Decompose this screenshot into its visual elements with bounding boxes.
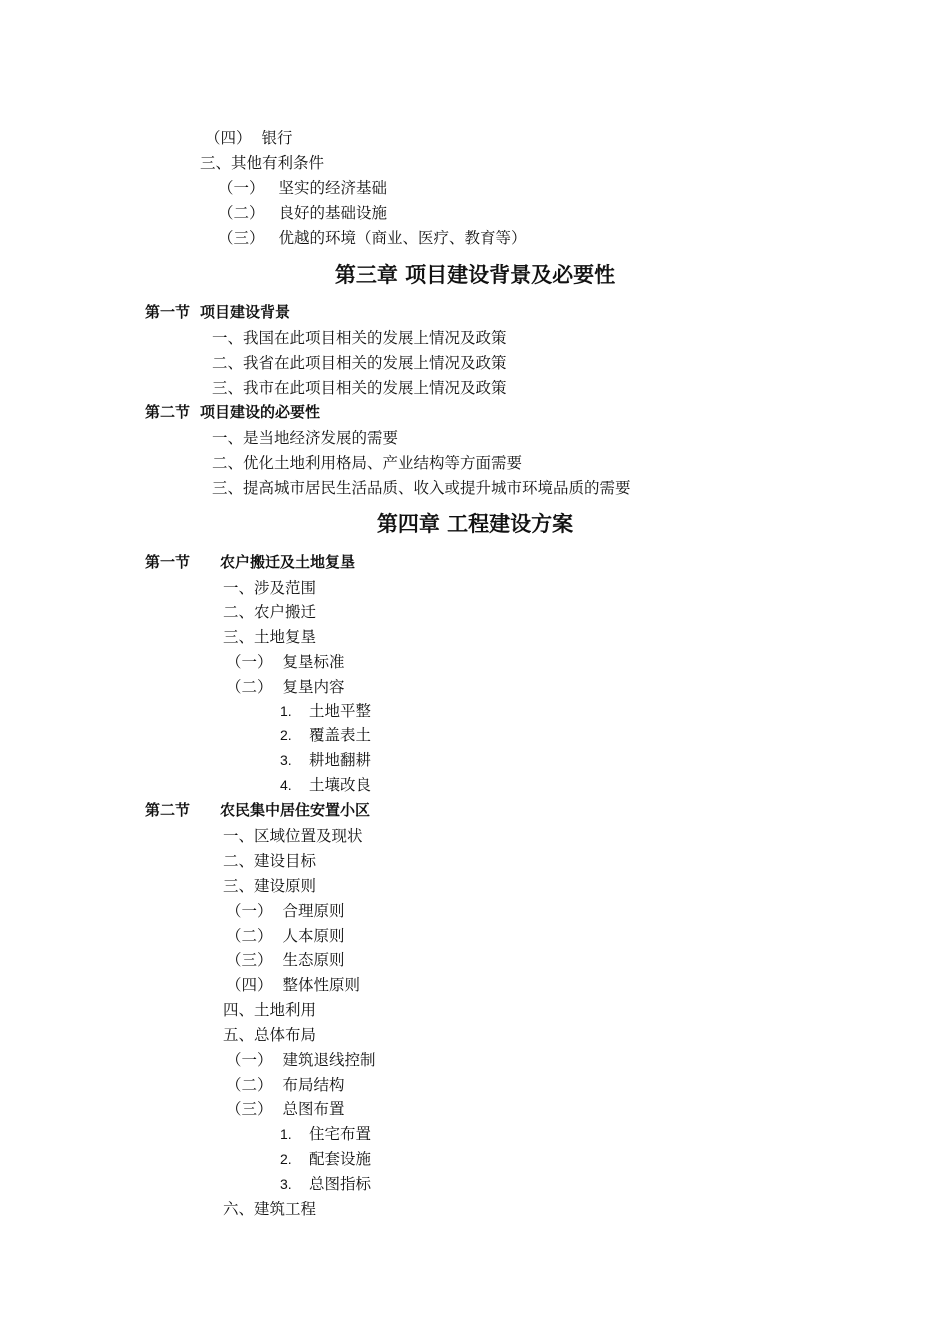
toc-item xyxy=(280,725,371,745)
toc-item xyxy=(226,652,345,672)
section-label: 第二节 xyxy=(145,403,191,421)
toc-text: 人本原则 xyxy=(282,927,345,945)
toc-marker: （三） xyxy=(218,229,265,247)
toc-item xyxy=(226,1050,376,1070)
toc-text: 复垦内容 xyxy=(282,678,345,696)
toc-item xyxy=(226,1075,345,1095)
toc-item: 三、我市在此项目相关的发展上情况及政策 xyxy=(212,379,507,397)
toc-text: 坚实的经济基础 xyxy=(278,179,388,197)
toc-text: 住宅布置 xyxy=(309,1125,372,1143)
toc-marker: 3. xyxy=(280,752,292,768)
section-title: 项目建设背景 xyxy=(200,303,291,321)
section-heading xyxy=(145,402,320,422)
toc-item xyxy=(226,975,360,995)
toc-item: 一、我国在此项目相关的发展上情况及政策 xyxy=(212,329,507,347)
toc-item xyxy=(280,775,371,795)
section-title: 农民集中居住安置小区 xyxy=(220,801,371,819)
toc-marker: （一） xyxy=(226,1051,273,1069)
toc-item: 一、是当地经济发展的需要 xyxy=(212,429,399,447)
toc-text: 复垦标准 xyxy=(282,653,345,671)
toc-item xyxy=(218,178,387,198)
toc-text: 三、其他有利条件 xyxy=(200,154,325,172)
toc-item: 一、涉及范围 xyxy=(223,579,317,597)
toc-text: 良好的基础设施 xyxy=(278,204,388,222)
toc-marker: （二） xyxy=(226,927,273,945)
toc-item: 一、区域位置及现状 xyxy=(223,827,363,845)
toc-item: 二、农户搬迁 xyxy=(223,603,317,621)
toc-item xyxy=(205,128,293,148)
toc-item: 二、我省在此项目相关的发展上情况及政策 xyxy=(212,354,507,372)
toc-marker: 2. xyxy=(280,727,292,743)
toc-item xyxy=(280,1124,371,1144)
toc-item xyxy=(226,677,345,697)
toc-marker: （一） xyxy=(226,653,273,671)
toc-text: 配套设施 xyxy=(309,1150,372,1168)
toc-item: 六、建筑工程 xyxy=(223,1200,317,1218)
toc-item xyxy=(200,153,324,173)
toc-marker: （三） xyxy=(226,1100,273,1118)
chapter-heading: 第三章 项目建设背景及必要性 xyxy=(334,263,616,287)
toc-item xyxy=(280,701,371,721)
toc-marker: （二） xyxy=(226,678,273,696)
toc-marker: （三） xyxy=(226,951,273,969)
toc-text: 布局结构 xyxy=(282,1076,345,1094)
toc-text: 合理原则 xyxy=(282,902,345,920)
toc-text: 覆盖表土 xyxy=(309,726,372,744)
toc-item xyxy=(226,901,345,921)
toc-marker: （四） xyxy=(205,129,252,147)
toc-text: 银行 xyxy=(261,129,293,147)
toc-text: 优越的环境（商业、医疗、教育等） xyxy=(278,229,527,247)
toc-text: 总图指标 xyxy=(309,1175,372,1193)
toc-text: 生态原则 xyxy=(282,951,345,969)
section-title: 农户搬迁及土地复垦 xyxy=(220,553,356,571)
chapter-heading: 第四章 工程建设方案 xyxy=(376,512,574,536)
toc-text: 土地平整 xyxy=(309,702,372,720)
toc-marker: 1. xyxy=(280,703,292,719)
toc-marker: 4. xyxy=(280,777,292,793)
toc-item: 二、优化土地利用格局、产业结构等方面需要 xyxy=(212,454,523,472)
toc-text: 总图布置 xyxy=(282,1100,345,1118)
toc-marker: （二） xyxy=(218,204,265,222)
section-label: 第一节 xyxy=(145,303,191,321)
toc-text: 土壤改良 xyxy=(309,776,372,794)
toc-item xyxy=(218,203,387,223)
toc-text: 耕地翻耕 xyxy=(309,751,372,769)
toc-marker: 1. xyxy=(280,1126,292,1142)
section-title: 项目建设的必要性 xyxy=(200,403,321,421)
section-label: 第二节 xyxy=(145,801,191,819)
toc-item: 四、土地利用 xyxy=(223,1001,317,1019)
toc-item: 二、建设目标 xyxy=(223,852,317,870)
section-label: 第一节 xyxy=(145,553,191,571)
toc-marker: 3. xyxy=(280,1176,292,1192)
section-heading xyxy=(145,302,290,322)
toc-item xyxy=(280,1149,371,1169)
toc-item xyxy=(280,1174,371,1194)
toc-item xyxy=(280,750,371,770)
toc-marker: （二） xyxy=(226,1076,273,1094)
toc-item xyxy=(226,950,345,970)
toc-item xyxy=(226,926,345,946)
toc-item: 三、土地复垦 xyxy=(223,628,317,646)
toc-marker: （一） xyxy=(226,902,273,920)
toc-text: 建筑退线控制 xyxy=(282,1051,376,1069)
toc-item xyxy=(226,1099,345,1119)
toc-marker: 2. xyxy=(280,1151,292,1167)
toc-marker: （四） xyxy=(226,976,273,994)
toc-text: 整体性原则 xyxy=(282,976,361,994)
toc-item xyxy=(218,228,527,248)
toc-item: 三、建设原则 xyxy=(223,877,317,895)
toc-item: 三、提高城市居民生活品质、收入或提升城市环境品质的需要 xyxy=(212,479,631,497)
toc-item: 五、总体布局 xyxy=(223,1026,317,1044)
section-heading xyxy=(145,800,370,820)
toc-marker: （一） xyxy=(218,179,265,197)
section-heading xyxy=(145,552,355,572)
